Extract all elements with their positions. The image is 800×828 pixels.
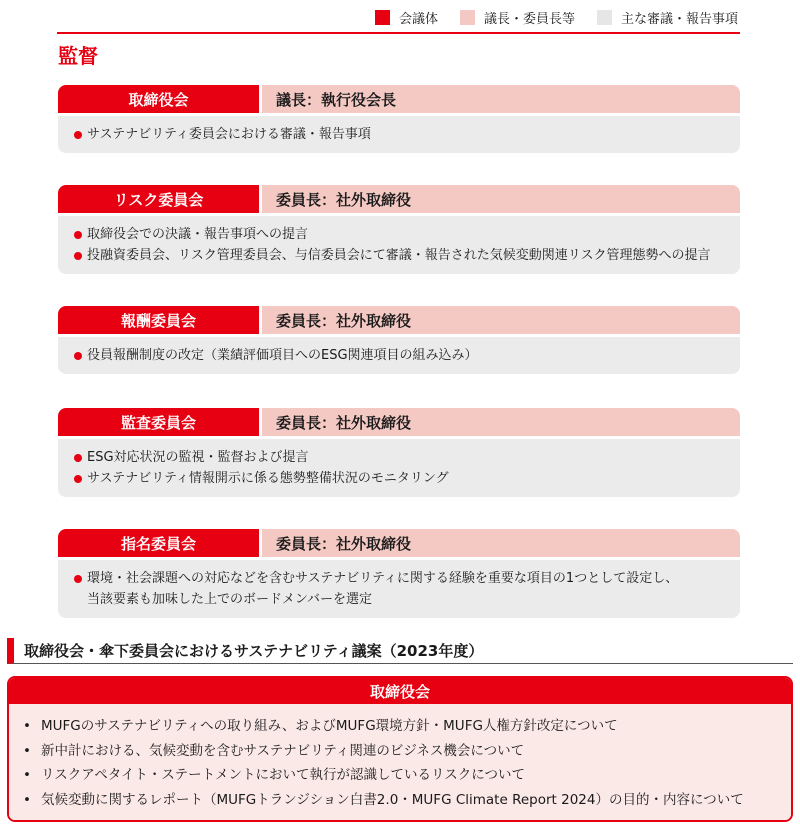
committee-chair: 委員長：社外取締役 [262, 408, 740, 436]
agenda-item [23, 739, 777, 764]
list-item [74, 224, 726, 245]
top-divider [57, 32, 740, 34]
committee-name: 指名委員会 [58, 529, 259, 557]
list-item-text: 役員報酬制度の改定（業績評価項目へのESG関連項目の組み込み） [87, 348, 478, 363]
section-title: 監督 [58, 44, 98, 68]
list-item [74, 468, 726, 489]
list-item [74, 245, 726, 266]
agenda-item-text: MUFGのサステナビリティへの取り組み、およびMUFG環境方針・MUFG人権方針改定について [41, 718, 618, 734]
agenda-item [23, 714, 777, 739]
bullet-icon: • [23, 742, 31, 759]
committee-chair: 委員長：社外取締役 [262, 529, 740, 557]
committee-block-board [58, 85, 740, 153]
agenda-item-text: 気候変動に関するレポート（MUFGトランジション白書2.0・MUFG Climate Report 2024）の目的・内容について [41, 791, 744, 808]
committee-name: 取締役会 [58, 85, 259, 113]
committee-chair: 議長：執行役会長 [262, 85, 740, 113]
block-body [58, 116, 740, 153]
agenda-box [7, 676, 793, 822]
block-body [58, 560, 740, 618]
list-item-text: 取締役会での決議・報告事項への提言 [87, 227, 309, 242]
committee-block-risk [58, 185, 740, 274]
legend-item-meeting-body [375, 8, 438, 27]
agenda-list [9, 704, 791, 822]
bullet-dot-icon [74, 454, 82, 462]
committee-chair: 委員長：社外取締役 [262, 185, 740, 213]
agenda-box-title: 取締役会 [9, 678, 791, 704]
bullet-dot-icon [74, 131, 82, 139]
list-item-text: サステナビリティ委員会における審議・報告事項 [87, 127, 371, 142]
bullet-icon: • [23, 767, 31, 783]
block-body [58, 439, 740, 497]
legend-label: 議長・委員長等 [483, 12, 575, 27]
list-item [74, 124, 726, 145]
committee-name: 監査委員会 [58, 408, 259, 436]
committee-block-audit [58, 408, 740, 497]
list-item [74, 568, 726, 589]
bullet-dot-icon [74, 252, 82, 260]
list-item-continuation: 当該要素も加味した上でのボードメンバーを選定 [87, 592, 372, 607]
block-head [58, 306, 740, 334]
legend-item-chair [460, 8, 575, 27]
committee-block-compensation [58, 306, 740, 374]
list-item [74, 447, 726, 468]
list-item-text: サステナビリティ情報開示に係る態勢整備状況のモニタリング [87, 471, 449, 486]
bullet-dot-icon [74, 231, 82, 239]
bullet-dot-icon [74, 352, 82, 360]
legend-item-agenda [597, 8, 738, 27]
committee-name: 報酬委員会 [58, 306, 259, 334]
block-head [58, 408, 740, 436]
agenda-item [23, 788, 777, 813]
list-item-text: 投融資委員会、リスク管理委員会、与信委員会にて審議・報告された気候変動関連リスク管理態勢への提言 [87, 248, 711, 263]
agenda-item-text: リスクアペタイト・ステートメントにおいて執行が認識しているリスクについて [41, 767, 525, 783]
legend-swatch-red [375, 10, 390, 25]
bullet-icon: • [23, 718, 31, 734]
block-body [58, 216, 740, 274]
committee-name: リスク委員会 [58, 185, 259, 213]
block-head [58, 85, 740, 113]
agenda-item-text: 新中計における、気候変動を含むサステナビリティ関連のビジネス機会について [41, 742, 525, 759]
agenda-section-title: 取締役会・傘下委員会におけるサステナビリティ議案（2023年度） [7, 638, 793, 664]
legend-label: 会議体 [398, 12, 438, 27]
list-item-text: 環境・社会課題への対応などを含むサステナビリティに関する経験を重要な項目の1つとして設定し、 [87, 571, 679, 586]
bullet-dot-icon [74, 475, 82, 483]
legend-label: 主な審議・報告事項 [620, 12, 738, 27]
committee-block-nomination [58, 529, 740, 618]
agenda-item [23, 763, 777, 788]
block-head [58, 185, 740, 213]
block-head [58, 529, 740, 557]
committee-chair: 委員長：社外取締役 [262, 306, 740, 334]
legend [375, 8, 738, 27]
bullet-dot-icon [74, 575, 82, 583]
legend-swatch-gray [597, 10, 612, 25]
bullet-icon: • [23, 791, 31, 808]
block-body [58, 337, 740, 374]
list-item-text: ESG対応状況の監視・監督および提言 [87, 450, 309, 465]
legend-swatch-pink [460, 10, 475, 25]
list-item [74, 345, 726, 366]
